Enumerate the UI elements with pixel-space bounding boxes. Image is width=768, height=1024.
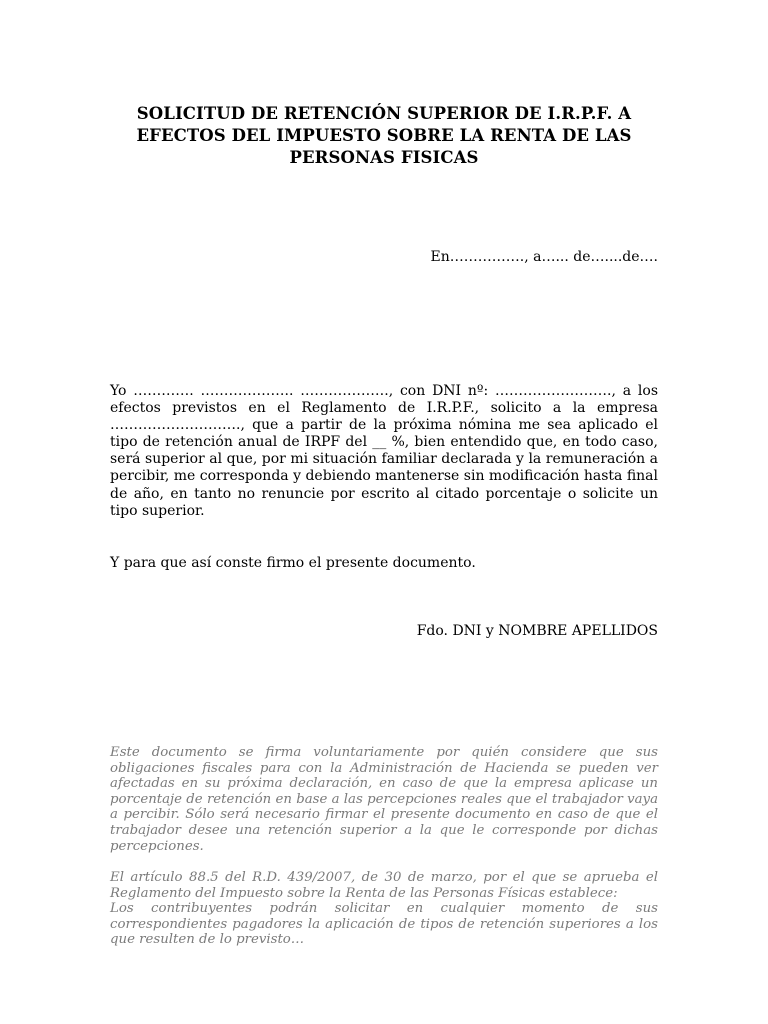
legal-reference-intro: El artículo 88.5 del R.D. 439/2007, de 30 de marzo, por el que se aprueba el Reglamento del Impuesto sobre la Renta de las Personas Físicas establece: — [110, 870, 658, 901]
explanatory-note: Este documento se firma voluntariamente por quién considere que sus obligaciones fiscales para con la Administración de Hacienda se pueden ver afectadas en su próxima declaración, en caso de que la empresa aplicase un porcentaje de retención en base a las percepciones reales que el trabajador vaya a percibir. Sólo será necesario firmar el presente documento en caso de que el trabajador desee una retención superior a la que le corresponde por dichas percepciones. — [110, 745, 658, 854]
closing-statement: Y para que así conste firmo el presente documento. — [110, 555, 476, 571]
signature-line: Fdo. DNI y NOMBRE APELLIDOS — [416, 623, 658, 639]
legal-reference-quote: Los contribuyentes podrán solicitar en cualquier momento de sus correspondientes pagadores la aplicación de tipos de retención superiores a los que resulten de lo previsto… — [110, 901, 658, 948]
request-paragraph: Yo …………. ……………….. ………………., con DNI nº: ……………………., a los efectos previstos en el Reglamento de I.R.P.F., solicito a la empresa ………………………., que a partir de la próxima nómina me sea aplicado el tipo de retención anual de IRPF del __ %, bien entendido que, en todo caso, será superior al que, por mi situación familiar declarada y la remuneración a percibir, me corresponda y debiendo mantenerse sin modificación hasta final de año, en tanto no renuncie por escrito al citado porcentaje o solicite un tipo superior. — [110, 383, 658, 519]
document-title: SOLICITUD DE RETENCIÓN SUPERIOR DE I.R.P.F. A EFECTOS DEL IMPUESTO SOBRE LA RENTA DE LAS PERSONAS FISICAS — [136, 104, 632, 167]
date-line: En……………., a…... de…....de…. — [430, 249, 658, 265]
legal-reference-note — [110, 870, 658, 948]
